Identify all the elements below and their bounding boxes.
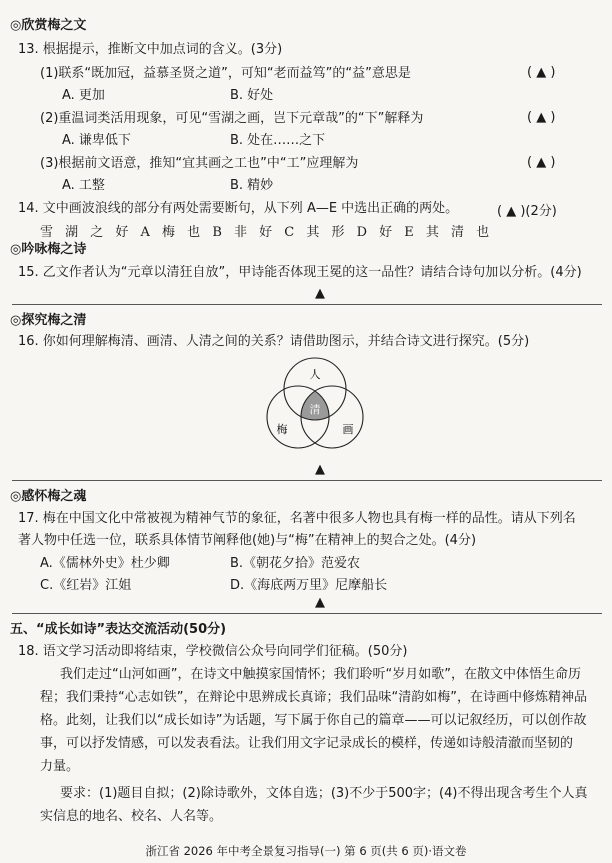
q18-requirement-line: 要求：(1)题目自拟；(2)除诗歌外，文体自选；(3)不少于500字；(4)不得出现含考生个人真	[60, 786, 588, 801]
section-heading-chant: ◎吟咏梅之诗	[10, 242, 87, 257]
q15-stem: 15. 乙文作者认为“元章以清狂自放”，甲诗能否体现王冕的这一品性？请结合诗句加以分析。(4分)	[18, 265, 582, 280]
q18-paragraph-line: 力量。	[40, 759, 80, 774]
venn-label-top: 人	[309, 368, 321, 381]
q13-sub1-option-a: A. 更加	[62, 88, 105, 103]
q18-paragraph-line: 事，可以抒发情感，可以发表看法。让我们用文字记录成长的模样，传递如诗般清澈而坚韧的	[40, 736, 574, 751]
q14-sentence: 雪 湖 之 好 A 梅 也 B 非 好 C 其 形 D 好 E 其 清 也	[40, 225, 494, 240]
q13-sub3: (3)根据前文语意，推知“宜其画之工也”中“工”应理解为	[40, 156, 359, 171]
q18-requirement-line: 实信息的地名、校名、人名等。	[40, 809, 223, 824]
q13-sub2-answer-blank[interactable]: ( ▲ )	[527, 110, 556, 125]
q13-sub2-option-a: A. 谦卑低下	[62, 133, 131, 148]
q13-sub2-option-b: B. 处在……之下	[230, 133, 326, 148]
divider-q16	[12, 480, 602, 481]
divider-q17	[12, 613, 602, 614]
q13-sub3-answer-blank[interactable]: ( ▲ )	[527, 155, 556, 170]
q17-option-d: D.《海底两万里》尼摩船长	[230, 578, 388, 593]
venn-label-left: 梅	[276, 423, 288, 436]
venn-diagram	[256, 353, 374, 457]
q17-option-b: B.《朝花夕拾》范爱农	[230, 556, 361, 571]
q16-answer-mark[interactable]: ▲	[315, 462, 325, 477]
q13-sub3-option-a: A. 工整	[62, 178, 105, 193]
q17-option-a: A.《儒林外史》杜少卿	[40, 556, 170, 571]
q13-sub2: (2)重温词类活用现象，可见“雪湖之画，岂下元章哉”的“下”解释为	[40, 111, 424, 126]
section-heading-explore: ◎探究梅之清	[10, 313, 87, 328]
q18-paragraph-line: 我们走过“山河如画”，在诗文中触摸家国情怀；我们聆听“岁月如歌”，在散文中体悟生命历	[60, 667, 581, 682]
q14-answer-blank[interactable]: ( ▲ )(2分)	[497, 204, 557, 219]
q17-option-c: C.《红岩》江姐	[40, 578, 132, 593]
q18-paragraph-line: 程；我们秉持“心志如铁”，在辩论中思辨成长真谛；我们品味“清韵如梅”，在诗画中修炼精神品	[40, 690, 587, 705]
q17-stem-line1: 17. 梅在中国文化中常被视为精神气节的象征，名著中很多人物也具有梅一样的品性。请从下列名	[18, 511, 576, 526]
section-heading-appreciate: ◎欣赏梅之文	[10, 18, 87, 33]
q14-stem: 14. 文中画波浪线的部分有两处需要断句，从下列 A—E 中选出正确的两处。	[18, 201, 459, 216]
venn-label-center: 清	[309, 403, 321, 416]
q13-stem: 13. 根据提示，推断文中加点词的含义。(3分)	[18, 42, 283, 57]
q17-answer-mark[interactable]: ▲	[315, 595, 325, 610]
q13-sub1-option-b: B. 好处	[230, 88, 274, 103]
q13-sub3-option-b: B. 精妙	[230, 178, 274, 193]
q15-answer-mark[interactable]: ▲	[315, 286, 325, 301]
q18-paragraph-line: 格。此刻，让我们以“成长如诗”为话题，写下属于你自己的篇章——可以记叙经历，可以创作故	[40, 713, 587, 728]
section-heading-soul: ◎感怀梅之魂	[10, 489, 87, 504]
q18-stem: 18. 语文学习活动即将结束，学校微信公众号向同学们征稿。(50分)	[18, 644, 408, 659]
page-footer: 浙江省 2026 年中考全景复习指导(一) 第 6 页(共 6 页)·语文卷	[145, 844, 467, 858]
q13-sub1: (1)联系“既加冠，益慕圣贤之道”，可知“老而益笃”的“益”意思是	[40, 66, 411, 81]
q17-stem-line2: 著人物中任选一位，联系具体情节阐释他(她)与“梅”在精神上的契合之处。(4分)	[18, 533, 477, 548]
venn-label-right: 画	[342, 423, 354, 436]
q13-sub1-answer-blank[interactable]: ( ▲ )	[527, 65, 556, 80]
part5-heading: 五、“成长如诗”表达交流活动(50分)	[10, 622, 227, 637]
q16-stem: 16. 你如何理解梅清、画清、人清之间的关系？请借助图示，并结合诗文进行探究。(5分)	[18, 334, 530, 349]
divider-q15	[12, 304, 602, 305]
